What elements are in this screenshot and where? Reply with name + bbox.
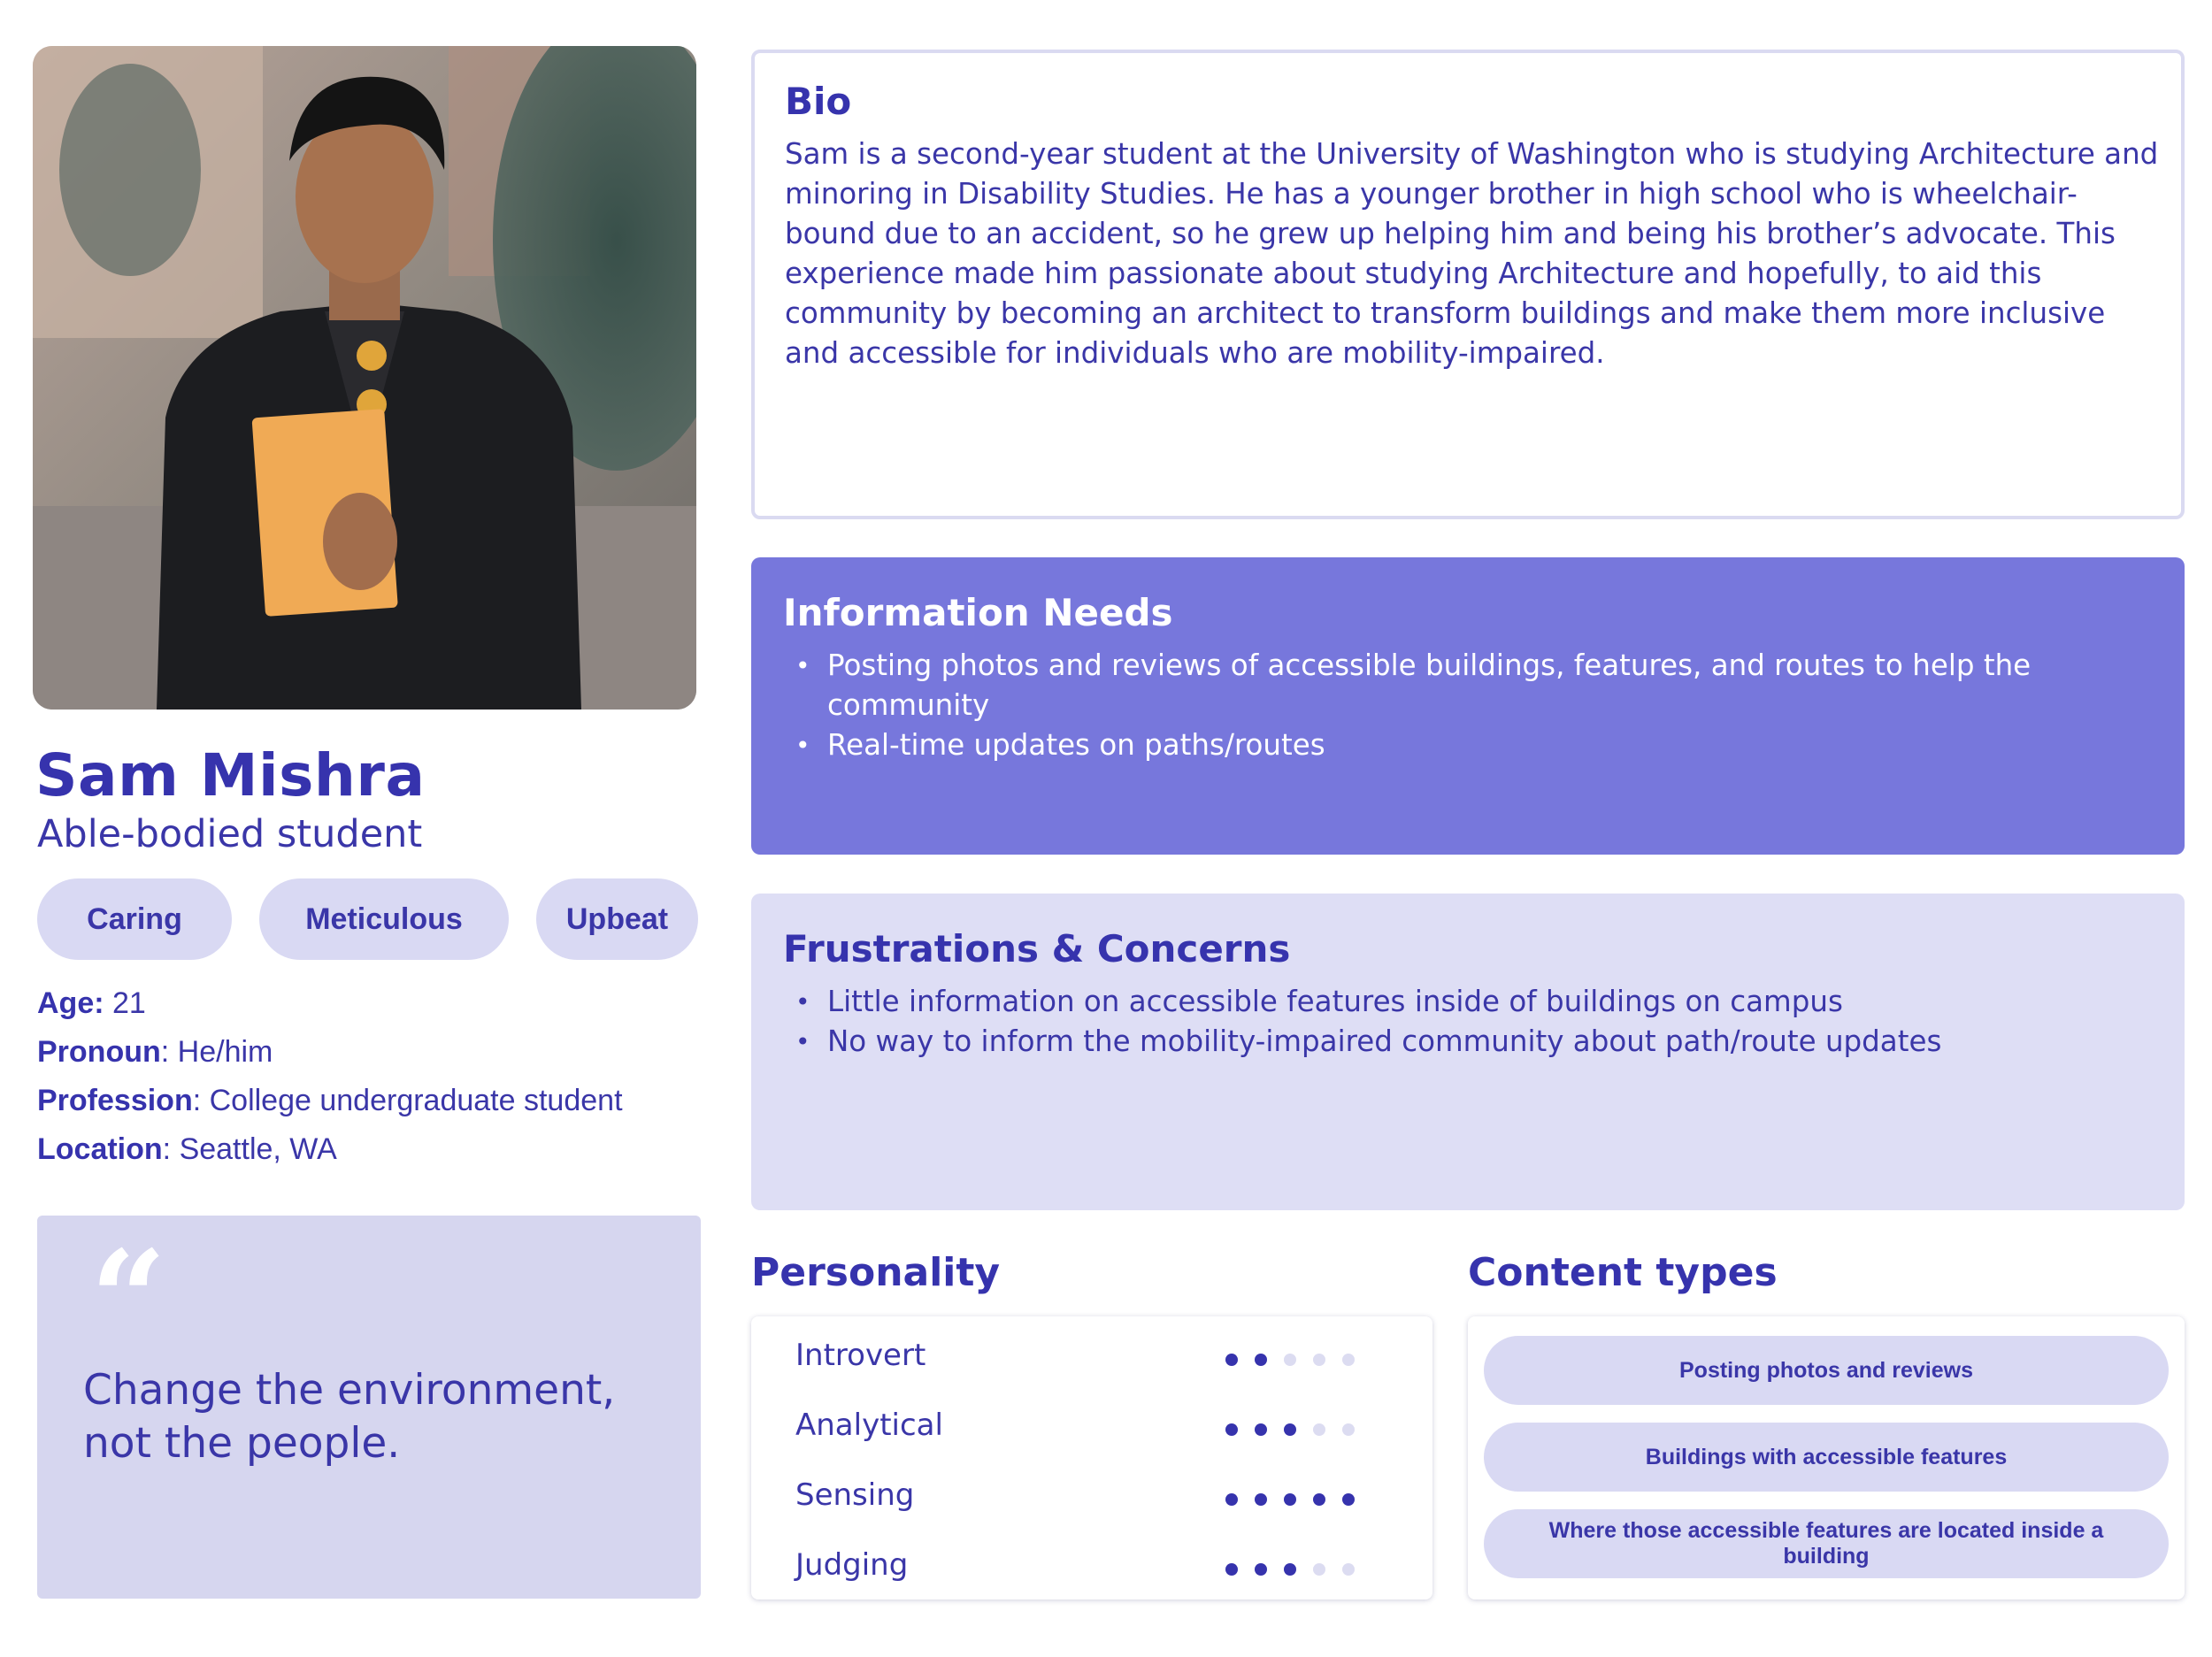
fact-profession xyxy=(37,1084,623,1118)
fact-value: : College undergraduate student xyxy=(192,1084,623,1117)
quote-mark-icon: “ xyxy=(90,1222,167,1377)
list-item: • Posting photos and reviews of accessible buildings, features, and routes to help the community xyxy=(783,646,2163,725)
rating-dot-empty xyxy=(1313,1354,1325,1366)
content-type-label: Where those accessible features are located inside a building xyxy=(1548,1518,2104,1569)
trait-rating xyxy=(1225,1354,1367,1371)
bio-title: Bio xyxy=(785,80,852,123)
quote-card xyxy=(37,1216,701,1599)
rating-dot-filled xyxy=(1255,1493,1267,1506)
rating-dot-filled xyxy=(1255,1563,1267,1576)
trait-label: Introvert xyxy=(795,1338,926,1373)
trait-rating xyxy=(1225,1563,1367,1581)
rating-dot-empty xyxy=(1284,1354,1296,1366)
student-portrait-image xyxy=(33,46,696,710)
personality-title: Personality xyxy=(751,1250,1001,1295)
fact-location xyxy=(37,1132,337,1167)
trait-label: Analytical xyxy=(795,1408,943,1443)
content-type-pill xyxy=(1484,1423,2169,1492)
rating-dot-filled xyxy=(1225,1354,1238,1366)
persona-photo xyxy=(33,46,696,710)
content-type-pill xyxy=(1484,1336,2169,1405)
fact-label: Pronoun xyxy=(37,1035,161,1069)
frustrations-title: Frustrations & Concerns xyxy=(783,927,1291,970)
rating-dot-empty xyxy=(1313,1423,1325,1436)
frustrations-card xyxy=(751,894,2185,1210)
fact-label: Profession xyxy=(37,1084,193,1117)
rating-dot-empty xyxy=(1342,1563,1355,1576)
rating-dot-filled xyxy=(1284,1493,1296,1506)
content-types-card xyxy=(1468,1316,2185,1599)
rating-dot-filled xyxy=(1255,1354,1267,1366)
personality-card xyxy=(751,1316,1432,1599)
fact-value: 21 xyxy=(104,986,146,1020)
list-item: • No way to inform the mobility-impaired community about path/route updates xyxy=(783,1022,2163,1062)
fact-pronoun xyxy=(37,1035,273,1070)
fact-label: Location xyxy=(37,1132,163,1166)
bio-card xyxy=(751,50,2185,519)
bio-text: Sam is a second-year student at the University of Washington who is studying Architecture and minoring in Disability Studies. He has a younger brother in high school who is wheelchair-bound due to an accident, so he grew up helping him and being his brother’s advocate. This experience made him passionate about studying Architecture and hopefully, to aid this community by becoming an architect to transform buildings and make them more inclusive and accessible for individuals who are mobility-impaired. xyxy=(785,137,2159,370)
fact-age xyxy=(37,986,146,1021)
fact-label: Age: xyxy=(37,986,104,1020)
quote-text: Change the environment, not the people. xyxy=(83,1366,616,1468)
rating-dot-filled xyxy=(1225,1493,1238,1506)
trait-tag: Caring xyxy=(37,878,232,960)
rating-dot-filled xyxy=(1284,1423,1296,1436)
content-type-pill xyxy=(1484,1509,2169,1578)
rating-dot-empty xyxy=(1313,1563,1325,1576)
trait-rating xyxy=(1225,1493,1367,1511)
rating-dot-filled xyxy=(1225,1423,1238,1436)
rating-dot-empty xyxy=(1342,1354,1355,1366)
fact-value: : He/him xyxy=(160,1035,273,1069)
persona-name: Sam Mishra xyxy=(35,741,426,809)
information-needs-card xyxy=(751,557,2185,855)
rating-dot-empty xyxy=(1342,1423,1355,1436)
content-types-title: Content types xyxy=(1468,1250,1778,1295)
rating-dot-filled xyxy=(1313,1493,1325,1506)
rating-dot-filled xyxy=(1255,1423,1267,1436)
rating-dot-filled xyxy=(1284,1563,1296,1576)
information-needs-list xyxy=(783,646,2163,765)
content-type-label: Buildings with accessible features xyxy=(1645,1444,2008,1469)
fact-value: : Seattle, WA xyxy=(162,1132,337,1166)
information-needs-title: Information Needs xyxy=(783,591,1173,634)
list-item: • Real-time updates on paths/routes xyxy=(783,725,2163,765)
frustrations-list xyxy=(783,982,2163,1062)
rating-dot-filled xyxy=(1342,1493,1355,1506)
trait-rating xyxy=(1225,1423,1367,1441)
trait-tag: Meticulous xyxy=(259,878,509,960)
persona-role: Able-bodied student xyxy=(37,812,423,856)
trait-label: Judging xyxy=(795,1547,909,1583)
trait-tag: Upbeat xyxy=(536,878,698,960)
trait-label: Sensing xyxy=(795,1477,915,1513)
rating-dot-filled xyxy=(1225,1563,1238,1576)
list-item: • Little information on accessible features inside of buildings on campus xyxy=(783,982,2163,1022)
content-type-label: Posting photos and reviews xyxy=(1679,1357,1973,1383)
